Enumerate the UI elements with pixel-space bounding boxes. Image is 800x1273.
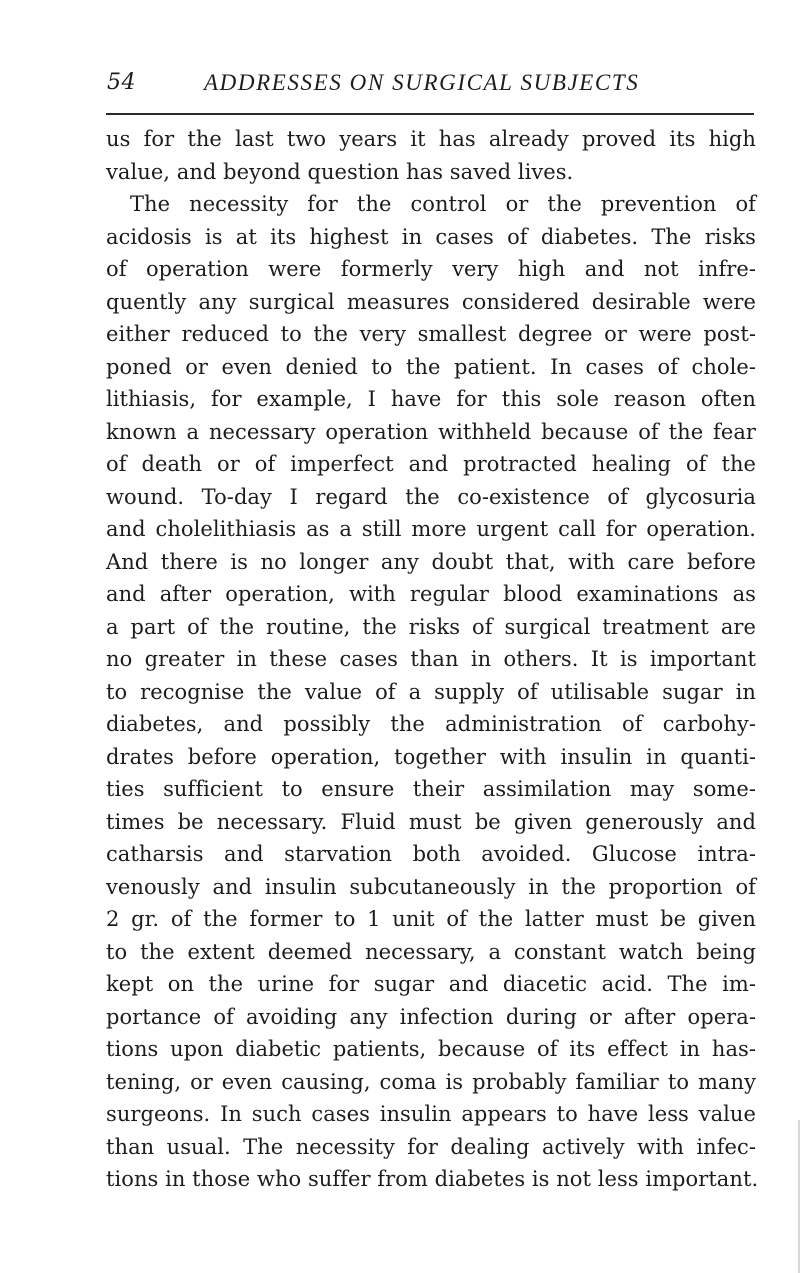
text-line: The necessity for the control or the prevention of — [130, 192, 756, 216]
text-line: 2 gr. of the former to 1 unit of the latter must be given — [106, 907, 756, 931]
text-line: and after operation, with regular blood examinations as — [106, 582, 756, 606]
text-line: us for the last two years it has already proved its high — [106, 127, 756, 151]
text-line: to recognise the value of a supply of utilisable sugar in — [106, 679, 756, 704]
text-line: either reduced to the very smallest degree or were post- — [106, 322, 756, 346]
header-rule — [106, 113, 754, 115]
text-line: tions in those who suffer from diabetes is not less important. — [106, 1167, 759, 1191]
text-line: venously and insulin subcutaneously in the proportion of — [106, 874, 756, 899]
text-line: of death or of imperfect and protracted healing of the — [106, 452, 756, 476]
text-line: and cholelithiasis as a still more urgent call for operation. — [106, 517, 756, 541]
text-line: drates before operation, together with insulin in quanti- — [106, 744, 756, 769]
page-number: 54 — [107, 70, 136, 95]
text-line: no greater in these cases than in others. It is important — [106, 647, 756, 671]
text-line: diabetes, and possibly the administration of carbohy- — [106, 712, 756, 736]
text-line: poned or even denied to the patient. In cases of chole- — [106, 354, 756, 379]
text-line: acidosis is at its highest in cases of diabetes. The risks — [106, 224, 756, 249]
body-text — [106, 123, 759, 1196]
text-line: of operation were formerly very high and not infre- — [106, 257, 756, 281]
text-line: lithiasis, for example, I have for this sole reason often — [106, 387, 756, 411]
text-line: surgeons. In such cases insulin appears to have less value — [106, 1102, 756, 1126]
text-line: tening, or even causing, coma is probably familiar to many — [106, 1069, 756, 1094]
text-line: tions upon diabetic patients, because of its effect in has- — [106, 1037, 756, 1061]
text-line: kept on the urine for sugar and diacetic acid. The im- — [106, 972, 756, 996]
text-line: catharsis and starvation both avoided. Glucose intra- — [106, 842, 756, 866]
text-line: portance of avoiding any infection during or after opera- — [106, 1004, 756, 1029]
text-line: quently any surgical measures considered desirable were — [106, 289, 756, 314]
text-line: wound. To-day I regard the co-existence of glycosuria — [106, 484, 756, 509]
text-line: ties sufficient to ensure their assimilation may some- — [106, 777, 756, 801]
text-line: times be necessary. Fluid must be given generously and — [106, 809, 756, 834]
text-line: And there is no longer any doubt that, with care before — [106, 549, 756, 574]
text-line: known a necessary operation withheld because of the fear — [106, 419, 756, 444]
page-header — [107, 68, 754, 104]
text-line: a part of the routine, the risks of surgical treatment are — [106, 614, 756, 639]
text-line: value, and beyond question has saved lives. — [106, 159, 574, 184]
running-head: ADDRESSES ON SURGICAL SUBJECTS — [204, 70, 640, 95]
text-line: to the extent deemed necessary, a constant watch being — [106, 939, 756, 964]
text-line: than usual. The necessity for dealing actively with infec- — [106, 1134, 756, 1159]
